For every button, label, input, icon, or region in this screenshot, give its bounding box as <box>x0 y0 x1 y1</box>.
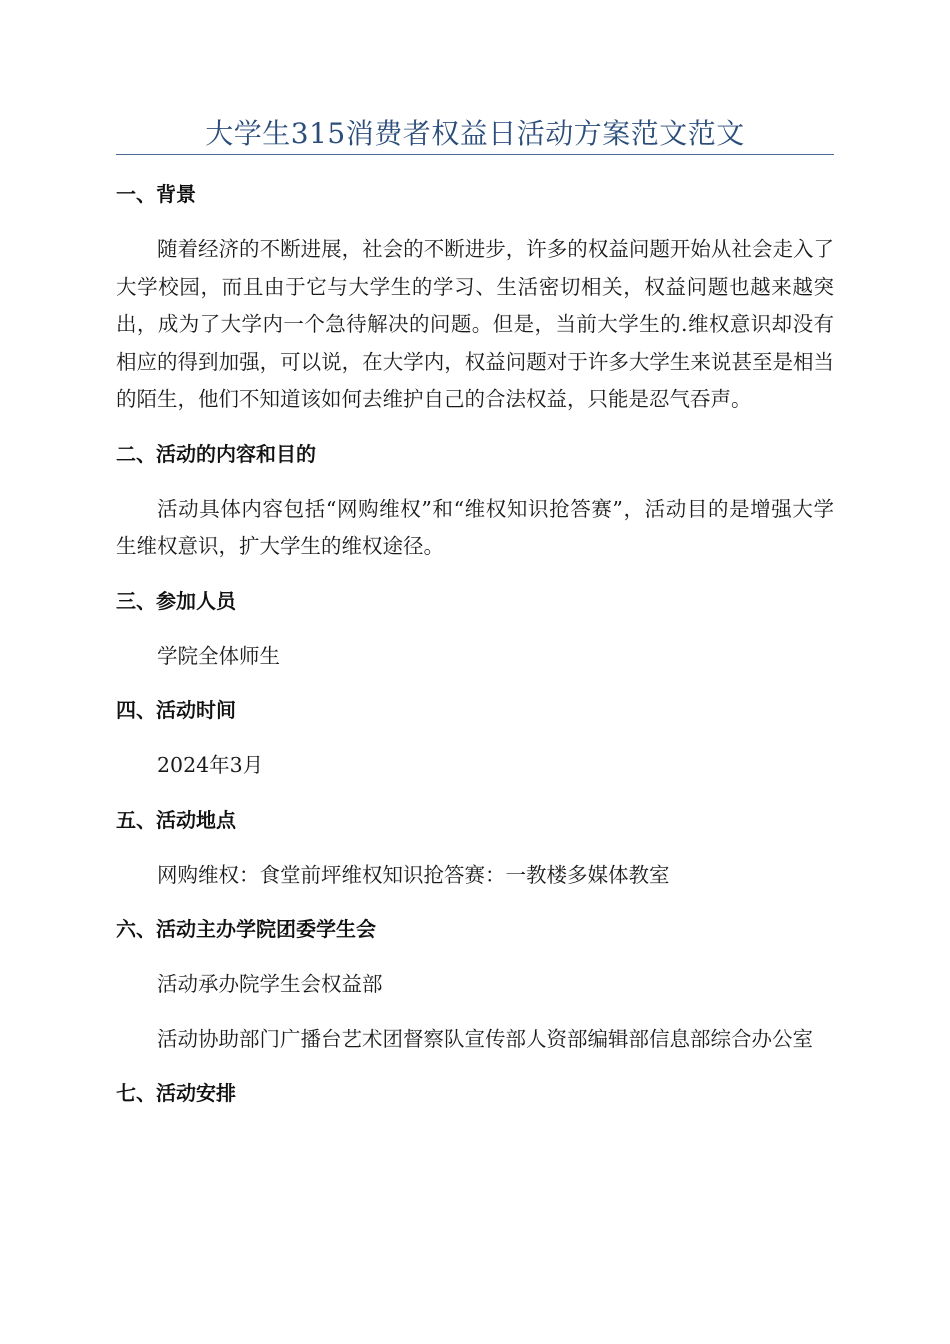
section-paragraph: 活动具体内容包括“网购维权”和“维权知识抢答赛”，活动目的是增强大学生维权意识，扩大学生的维权途径。 <box>116 496 834 558</box>
section-heading: 一、背景 <box>116 182 196 206</box>
section-paragraph: 学院全体师生 <box>157 643 280 668</box>
document-title: 大学生315消费者权益日活动方案范文范文 <box>205 117 745 150</box>
section-background <box>116 176 834 419</box>
section-organizers <box>116 911 834 1058</box>
section-paragraph: 活动协助部门广播台艺术团督察队宣传部人资部编辑部信息部综合办公室 <box>157 1026 813 1051</box>
section-heading: 六、活动主办学院团委学生会 <box>116 917 376 941</box>
document-body <box>116 176 834 1111</box>
section-arrangement <box>116 1075 834 1111</box>
section-heading: 五、活动地点 <box>116 807 236 832</box>
title-underline <box>116 154 834 155</box>
section-heading: 四、活动时间 <box>116 698 236 722</box>
section-heading: 七、活动安排 <box>116 1081 236 1105</box>
section-location <box>116 802 834 895</box>
section-content-purpose <box>116 436 834 566</box>
section-paragraph: 2024年3月 <box>157 753 264 777</box>
section-heading: 三、参加人员 <box>116 588 236 613</box>
section-heading: 二、活动的内容和目的 <box>116 441 316 466</box>
section-time <box>116 692 834 785</box>
section-paragraph: 网购维权：食堂前坪维权知识抢答赛：一教楼多媒体教室 <box>157 862 670 887</box>
section-participants <box>116 583 834 676</box>
section-paragraph: 随着经济的不断进展，社会的不断进步，许多的权益问题开始从社会走入了大学校园，而且由于它与大学生的学习、生活密切相关，权益问题也越来越突出，成为了大学内一个急待解决的问题。但是，当前大学生的.维权意识却没有相应的得到加强，可以说，在大学内，权益问题对于许多大学生来说甚至是相当的陌生，他们不知道该如何去维护自己的合法权益，只能是忍气吞声。 <box>116 237 834 411</box>
section-paragraph: 活动承办院学生会权益部 <box>157 972 383 996</box>
